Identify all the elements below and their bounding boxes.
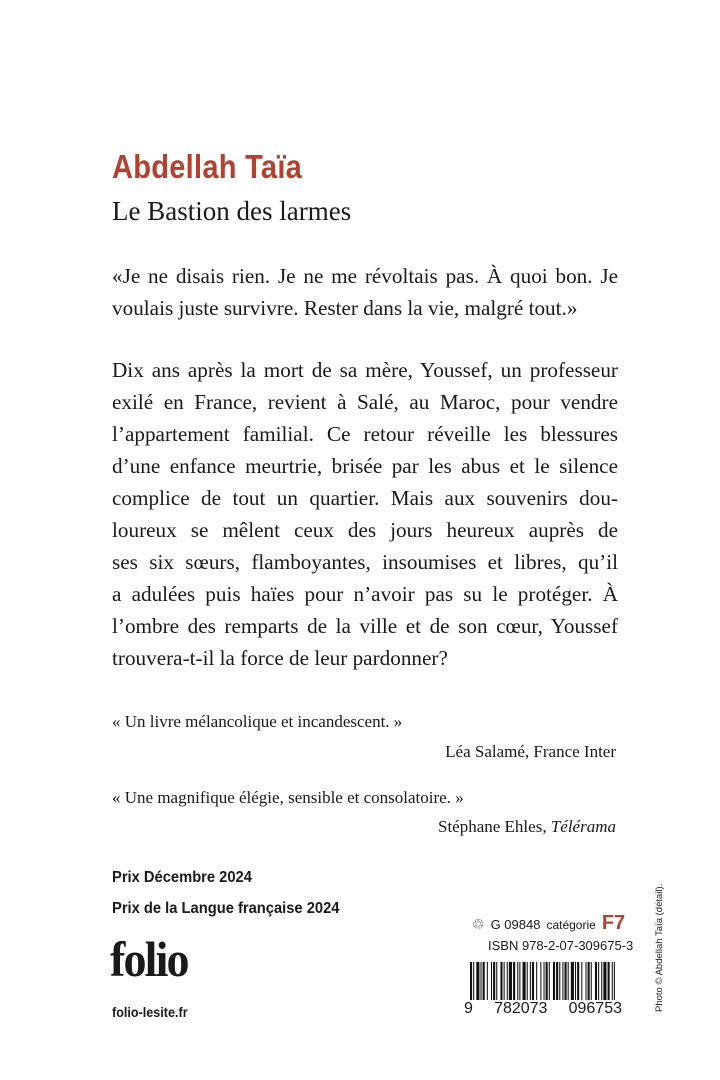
barcode-bar [509, 962, 512, 1000]
press-quote-source [445, 742, 616, 762]
summary-line: exilé en France, revient à Salé, au Maroc, pour vendre [112, 390, 618, 414]
book-title: Le Bastion des larmes [112, 196, 352, 226]
barcode-bar [487, 962, 488, 1000]
barcode-bar [483, 962, 485, 1000]
barcode-bar [491, 962, 492, 1000]
barcode-bar [530, 962, 531, 1000]
barcode-bar [481, 962, 482, 1000]
product-codes [472, 912, 634, 953]
barcode-bar [568, 962, 569, 1000]
publisher-logo: folio [110, 931, 188, 987]
quote-source-name: Stéphane Ehles, [437, 817, 551, 836]
isbn: ISBN 978-2-07-309675-3 [488, 938, 634, 953]
barcode-bar [507, 962, 508, 1000]
press-quote-source [438, 817, 616, 837]
summary [112, 354, 618, 674]
press-quote: « Un livre mélancolique et incandescent. » [112, 712, 403, 731]
barcode-bar [546, 962, 548, 1000]
summary-line: l’ombre des remparts de la ville et de son cœur, Youssef [112, 614, 618, 638]
barcode-bar [544, 962, 545, 1000]
barcode-bar [540, 962, 541, 1000]
barcode-bar [513, 962, 515, 1000]
barcode-digit-group: 782073 [494, 1000, 548, 1017]
barcode-digit-group: 9 [464, 1000, 473, 1017]
barcode-bar [562, 962, 563, 1000]
barcode-bar [601, 962, 602, 1000]
author-name: Abdellah Taïa [112, 148, 303, 185]
barcode-bar [504, 962, 505, 1000]
press-quote: « Une magnifique élégie, sensible et consolatoire. » [112, 788, 464, 807]
barcode-bar [553, 962, 555, 1000]
barcode-bar [559, 962, 560, 1000]
barcode-digit-group: 096753 [568, 1000, 622, 1017]
summary-line: ses six sœurs, flamboyantes, insoumises et libres, qu’il [112, 550, 618, 574]
barcode-digits [464, 1000, 622, 1018]
barcode-bar [577, 962, 579, 1000]
category-label: catégorie [546, 918, 596, 932]
prize-label: Prix de la Langue française 2024 [112, 900, 340, 917]
barcode-bar [586, 962, 587, 1000]
summary-line: complice de tout un quartier. Mais aux souvenirs dou- [112, 486, 618, 510]
publisher-website: folio-lesite.fr [112, 1004, 188, 1020]
barcode-bar [536, 962, 537, 1000]
epigraph-line: voulais juste survivre. Rester dans la vie, malgré tout.» [112, 296, 578, 320]
barcode-bar [556, 962, 558, 1000]
barcode-bar [608, 962, 610, 1000]
barcode-bar [473, 962, 474, 1000]
barcode-bar [571, 962, 574, 1000]
barcode-bar [603, 962, 606, 1000]
quote-source-name: Léa Salamé, France Inter [445, 742, 616, 761]
barcode-bar [470, 962, 472, 1000]
barcode-bar [496, 962, 497, 1000]
barcode-bar [519, 962, 520, 1000]
summary-line: loureux se mêlent ceux des jours heureux auprès de [112, 518, 618, 542]
summary-line: trouvera-t-il la force de leur pardonner? [112, 646, 448, 670]
product-code: G 09848 [490, 917, 541, 932]
barcode-bar [500, 962, 502, 1000]
summary-line: l’appartement familial. Ce retour réveille les blessures [112, 422, 618, 446]
barcode-bar [612, 962, 613, 1000]
epigraph [112, 260, 618, 324]
barcode-bar [575, 962, 576, 1000]
prize-label: Prix Décembre 2024 [112, 869, 252, 886]
barcode-bar [549, 962, 550, 1000]
summary-line: d’une enfance meurtrie, brisée par les abus et le silence [112, 454, 618, 478]
recycle-icon: ♲ [472, 916, 485, 932]
photo-credit: Photo © Abdellah Taïa (détail). [654, 883, 665, 1012]
barcode-bar [517, 962, 518, 1000]
barcode-bar [591, 962, 592, 1000]
barcode-bar [493, 962, 495, 1000]
summary-line: a adulées puis haïes pour n’avoir pas su le protéger. À [112, 582, 618, 606]
category-code: F7 [601, 912, 626, 934]
barcode-bar [581, 962, 582, 1000]
barcode-bar [588, 962, 590, 1000]
barcode-bar [614, 962, 615, 1000]
barcode-bar [595, 962, 597, 1000]
quote-source-publication: Télérama [550, 817, 616, 836]
barcode-bar [476, 962, 479, 1000]
barcode-bar [532, 962, 534, 1000]
epigraph-line: «Je ne disais rien. Je ne me révoltais pas. À quoi bon. Je [112, 264, 618, 288]
summary-line: Dix ans après la mort de sa mère, Youssef, un professeur [112, 358, 618, 382]
barcode-bar [565, 962, 567, 1000]
barcode-bar [598, 962, 599, 1000]
barcode-bar [523, 962, 526, 1000]
barcode-bar [527, 962, 528, 1000]
